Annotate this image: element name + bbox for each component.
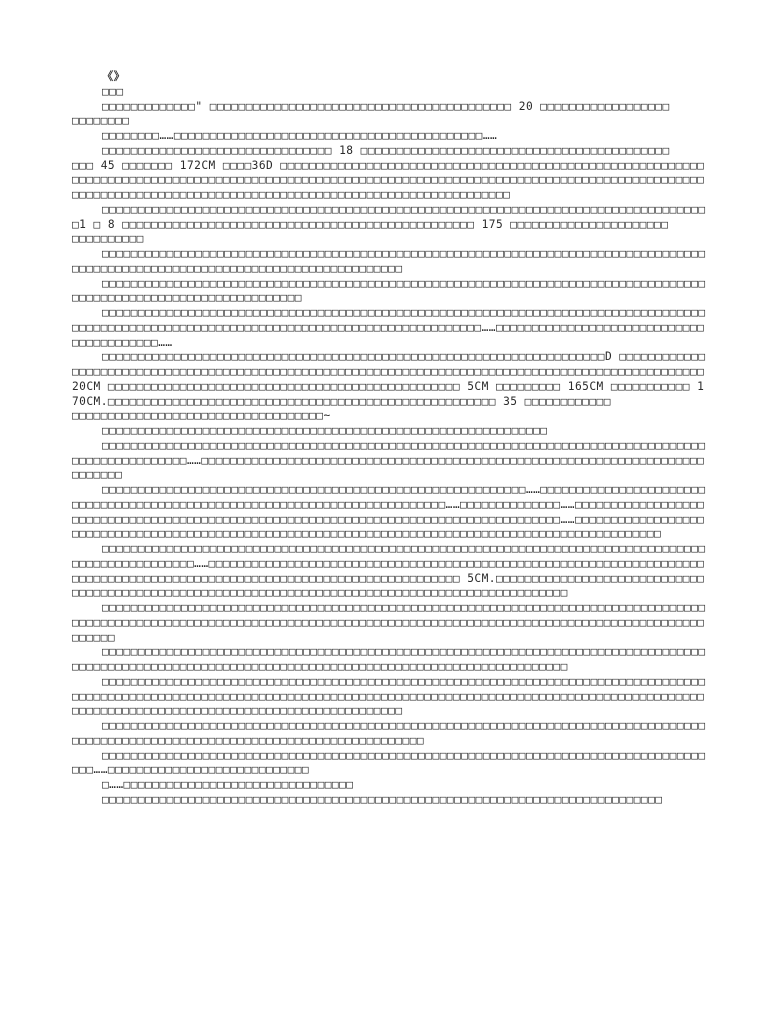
paragraph: □□□□□□□□□□□□□□□□□□□□□□□□□□□□□□□□□□□□□□□□□□□□□□□□□□□□□□□□□□□□□□□□□□□□□□□□□□□□□□□□□□□□□□□□□□□□□□□□□□□□□□□□□□□□□□□□□□□□□□□□□□□□□□□□□□□□□□□□□□□□□□□□□□□□□□□□□□□□□□□□□□□□□□□□□□□□□□□□□□□□□□□□□□□□□□□□□□□□□□□□□□□□□□□□□□□□□□□□□□ bbox=[72, 674, 706, 718]
paragraph: □□□□□□□□□□□□□□□□□□□□□□□□□□□□□□□□□□□□□□□□□□□□□□□□□□□□□□□□□□□□□□□□□□□□□□□□□□□□□□□□□□□□□□□□□□□□□□□□□□□□□□□□□□□□□□□□□□□□□□□□□□□□□□□□□□□□□ bbox=[72, 719, 706, 747]
paragraph: □□□□□□□□□□□□□□□□□□□□□□□□□□□□□□□□□□□□□□□□□□□□□□□□□□□□□□□□□□□□□□□□□□□□□□D □□□□□□□□□□□□□□□□□□□□□□□□□□□□□□□□□□□□□□□□□□□□□□□□□□□□□□□□□□□□□□□□□□□□□□□□□□□□□□□□□□□□□□□□□□□□□□□□□□□□ 20CM □□□□□□□□□□□□□□□□□□□□□□□□□□□□□□□□□□□□□□□□□□□□□□□□□ 5CM □□□□□□□□□ 165CM □□□□□□□□□□□ 170CM.□□□□□□□□□□□□□□□□□□□□□□□□□□□□□□□□□□□□□□□□□□□□□□□□□□□□□□ 35 □□□□□□□□□□□□ bbox=[72, 350, 712, 408]
paragraph: □□□□□□□□□□□□□□□□□□□□□□□□□□□□□□□□□□□□□□□□□□□□□□□□□□□□□□□□□□□□□□□□□□□□□□□□□□□□□□□□□□□□□□□……□□□□□□□□□□□□□□□□□□□□□□□□□□□□ bbox=[72, 748, 706, 777]
paragraph: □□□□□□□□……□□□□□□□□□□□□□□□□□□□□□□□□□□□□□□□□□□□□□□□□□□□…… bbox=[102, 129, 498, 142]
paragraph: □□□□□□□□ bbox=[72, 114, 130, 128]
paragraph: □□□□□□□□□□□□□□□□□□□□□□□□□□□□□□□□□□□□□□□□□□□□□□□□□□□□□□□□□□□□□□□□□□□□□□□□□□□□□□□□□□□□□□□□□□□□□□□□□□□□□□□□□□□□□□□□□□□□□□□□□□□□□□□□□□□□□□□□□□□□□□□□□□□□□□□□□ bbox=[72, 645, 706, 673]
document-title: 《》 bbox=[102, 70, 126, 83]
paragraph: □□□□□□□□□□□□□□□□□□□□□□□□□□□□□□□□□□□□□□□□□□□□□□□□□□□□□□□□□□□□□□□□□□□□□□□□□□□□□□□□□□□□□□□□□□□□□□□□□□□□□……□□□□□□□□□□□□□□□□□□□□□□□□□□□□□□□□□□□□□□□□□□□□□□□□□□□□□□□□□□□□□□□□□□□□□□□□□□□□□□□□□□□□□□□□□□□□□□□□□□□□□□□□□□□□□□□□□□□□□□□□□□□ 5CM.□□□□□□□□□□□□□□□□□□□□□□□□□□□□□□□□□□□□□□□□□□□□□□□□□□□□□□□□□□□□□□□□□□□□□□□□□□□□□□□□□□□□□□□□□□□□□□□□□□ bbox=[72, 542, 706, 600]
paragraph: □□□□□□□□□□□□□□□□□□□□□□□□□□□□□□□□□□□~ bbox=[72, 409, 331, 423]
paragraph: □□□□□□□□□□□□□□□□□□□□□□□□□□□□□□□□□□□□□□□□□□□□□□□□□□□□□□□□□□□□□□□□□□□□□□□□□□□□□□□□□□□□□1 □ 8 □□□□□□□□□□□□□□□□□□□□□□□□□□□□□□□□□□□□□□□□□□□□□□□□□ 175 □□□□□□□□□□□□□□□□□□□□□□ bbox=[72, 202, 706, 231]
paragraph: □□□□□□□□□□□□□□□□□□□□□□□□□□□□□□□□□□□□□□□□□□□□□□□□□□□□□□□□□□□□□□ bbox=[102, 424, 548, 437]
paragraph: □□□□□□□□□□□□□□□□□□□□□□□□□□□□□□□□□□□□□□□□□□□□□□□□□□□□□□□□□□□□□□□□□□□□□□□□□□□□□□ bbox=[102, 792, 663, 806]
paragraph: □□□□□□□□□□□□□□□□□□□□□□□□□□□□□□□□□□□□□□□□□□□□□□□□□□□□□□□□□□□□□□□□□□□□□□□□□□□□□□□□□□□□□□□□□□□□□□□□□□□□□□□□□□□□□□□□□□□□□□□□□□□□□□□□□□□□□□□□□□□□□……□□□□□□□□□□□□□□□□□□□□□□□□□□□□□□□□□□□□□□□□□…… bbox=[72, 306, 706, 349]
paragraph: □□□□□□□□□□□□□□□□□□□□□□□□□□□□□□□□□□□□□□□□□□□□□□□□□□□□□□□□□□□□□□□□□□□□□□□□□□□□□□□□□□□□□□□□□□□□□□□□□□□□□□□□□□□□□□□□□□□□ bbox=[72, 276, 706, 305]
paragraph: □……□□□□□□□□□□□□□□□□□□□□□□□□□□□□□□□□ bbox=[102, 778, 354, 791]
paragraph: □□□□□□□□□□□□□□□□□□□□□□□□□□□□□□□□□□□□□□□□□□□□□□□□□□□□□□□□□□□……□□□□□□□□□□□□□□□□□□□□□□□□□□□□□□□□□□□□□□□□□□□□□□□□□□□□□□□□□□□□□□□□□□□□□□□□□□□……□□□□□□□□□□□□□□……□□□□□□□□□□□□□□□□□□□□□□□□□□□□□□□□□□□□□□□□□□□□□□□□□□□□□□□□□□□□□□□□□□□□□□□□□□□□□□□□□□□□□□……□□□□□□□□□□□□□□□□□□□□□□□□□□□□□□□□□□□□□□□□□□□□□□□□□□□□□□□□□□□□□□□□□□□□□□□□□□□□□□□□□□□□□□□□□□□□□□□□□□□□ bbox=[72, 483, 706, 541]
paragraph: □□□□□□□□□□□□□□□□□□□□□□□□□□□□□□□□□□□□□□□□□□□□□□□□□□□□□□□□□□□□□□□□□□□□□□□□□□□□□□□□□□□□□□□□□□□□□□□□□□□□□□□□□□□□□□□□□□□□□□□□□□□□□□□□□□ bbox=[72, 247, 706, 275]
paragraph: □□□ 45 □□□□□□□ 172CM □□□□36D □□□□□□□□□□□□□□□□□□□□□□□□□□□□□□□□□□□□□□□□□□□□□□□□□□□□□□□□□□□□□□□□□□□□□□□□□□□□□□□□□□□□□□□□□□□□□□□□□□□□□□□□□□□□□□□□□□□□□□□□□□□□□□□□□□□□□□□□□□□□□□□□□□□□□□□□□□□□□□□□□□□□□□□□□□□□□□□□□□□□□□□□□□□□□□□□□□□□□□□□□□□□□□□□ bbox=[72, 158, 705, 201]
paragraph: □□□□□□□□□□□□□" □□□□□□□□□□□□□□□□□□□□□□□□□□□□□□□□□□□□□□□□□□ 20 □□□□□□□□□□□□□□□□□□ bbox=[102, 99, 670, 113]
paragraph: □□□□□□□□□□ bbox=[72, 232, 144, 246]
document-page bbox=[72, 70, 712, 808]
paragraph: □□□□□□□□□□□□□□□□□□□□□□□□□□□□□□□□ 18 □□□□□□□□□□□□□□□□□□□□□□□□□□□□□□□□□□□□□□□□□□□ bbox=[102, 143, 670, 157]
chapter-heading: □□□ bbox=[102, 84, 124, 98]
paragraph: □□□□□□□□□□□□□□□□□□□□□□□□□□□□□□□□□□□□□□□□□□□□□□□□□□□□□□□□□□□□□□□□□□□□□□□□□□□□□□□□□□□□□□□□□□□□□□□□□□□□□□□□□□□□□□□□□□□□□□□□□□□□□□□□□□□□□□□□□□□□□□□□□□□□□□□□□□□□□□□□□□□□□□□□□□□□□□□□□□ bbox=[72, 601, 706, 644]
paragraph: □□□□□□□□□□□□□□□□□□□□□□□□□□□□□□□□□□□□□□□□□□□□□□□□□□□□□□□□□□□□□□□□□□□□□□□□□□□□□□□□□□□□□□□□□□□□□□□□□□□□……□□□□□□□□□□□□□□□□□□□□□□□□□□□□□□□□□□□□□□□□□□□□□□□□□□□□□□□□□□□□□□□□□□□□□□□□□□□□□ bbox=[72, 438, 706, 482]
